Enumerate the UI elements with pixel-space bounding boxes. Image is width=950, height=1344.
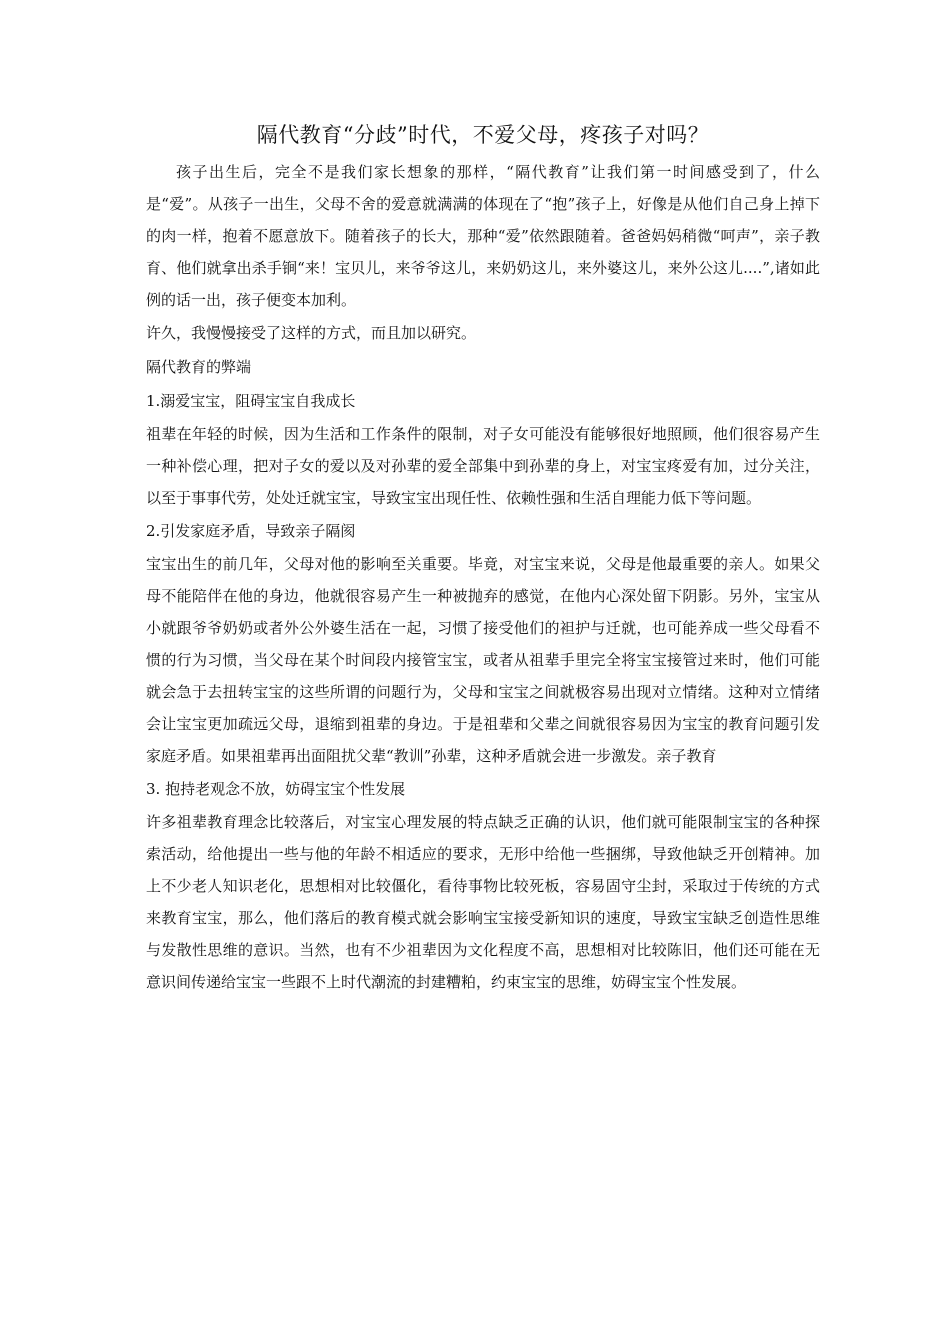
subsection-heading-2: 2.引发家庭矛盾，导致亲子隔阂 — [146, 522, 356, 540]
document-body — [146, 118, 820, 998]
subsection-body-1: 祖辈在年轻的时候，因为生活和工作条件的限制，对子女可能没有能够很好地照顾，他们很容易产生一种补偿心理，把对子女的爱以及对孙辈的爱全部集中到孙辈的身上，对宝宝疼爱有加，过分关注，以至于事事代劳，处处迁就宝宝，导致宝宝出现任性、依赖性强和生活自理能力低下等问题。 — [146, 425, 820, 507]
subsection-body-2: 宝宝出生的前几年，父母对他的影响至关重要。毕竟，对宝宝来说，父母是他最重要的亲人。如果父母不能陪伴在他的身边，他就很容易产生一种被抛弃的感觉，在他内心深处留下阴影。另外，宝宝从小就跟爷爷奶奶或者外公外婆生活在一起，习惯了接受他们的袒护与迁就，也可能养成一些父母看不惯的行为习惯，当父母在某个时间段内接管宝宝，或者从祖辈手里完全将宝宝接管过来时，他们可能就会急于去扭转宝宝的这些所谓的问题行为，父母和宝宝之间就极容易出现对立情绪。这种对立情绪会让宝宝更加疏远父母，退缩到祖辈的身边。于是祖辈和父辈之间就很容易因为宝宝的教育问题引发家庭矛盾。如果祖辈再出面阻扰父辈“教训”孙辈，这种矛盾就会进一步激发。亲子教育 — [146, 555, 820, 765]
subsection-heading-3: 3. 抱持老观念不放，妨碍宝宝个性发展 — [146, 780, 406, 798]
intro-paragraph: 孩子出生后，完全不是我们家长想象的那样，“隔代教育”让我们第一时间感受到了，什么是“爱”。从孩子一出生，父母不舍的爱意就满满的体现在了“抱”孩子上，好像是从他们自己身上掉下的肉一样，抱着不愿意放下。随着孩子的长大，那种“爱”依然跟随着。爸爸妈妈稍微“呵声”，亲子教育、他们就拿出杀手锏“来！宝贝儿，来爷爷这儿，来奶奶这儿，来外婆这儿，来外公这儿....”,诸如此例的话一出，孩子便变本加利。 — [146, 163, 820, 309]
subsection-heading-1: 1.溺爱宝宝，阻碍宝宝自我成长 — [146, 392, 356, 410]
document-title: 隔代教育“分歧”时代，不爱父母，疼孩子对吗？ — [256, 123, 710, 147]
follow-up-line: 许久，我慢慢接受了这样的方式，而且加以研究。 — [146, 324, 477, 342]
subsection-body-3: 许多祖辈教育理念比较落后，对宝宝心理发展的特点缺乏正确的认识，他们就可能限制宝宝的各种探索活动，给他提出一些与他的年龄不相适应的要求，无形中给他一些捆绑，导致他缺乏开创精神。加上不少老人知识老化，思想相对比较僵化，看待事物比较死板，容易固守尘封，采取过于传统的方式来教育宝宝，那么，他们落后的教育模式就会影响宝宝接受新知识的速度，导致宝宝缺乏创造性思维与发散性思维的意识。当然，也有不少祖辈因为文化程度不高，思想相对比较陈旧，他们还可能在无意识间传递给宝宝一些跟不上时代潮流的封建糟粕，约束宝宝的思维，妨碍宝宝个性发展。 — [146, 813, 820, 991]
section-heading: 隔代教育的弊端 — [146, 358, 252, 376]
